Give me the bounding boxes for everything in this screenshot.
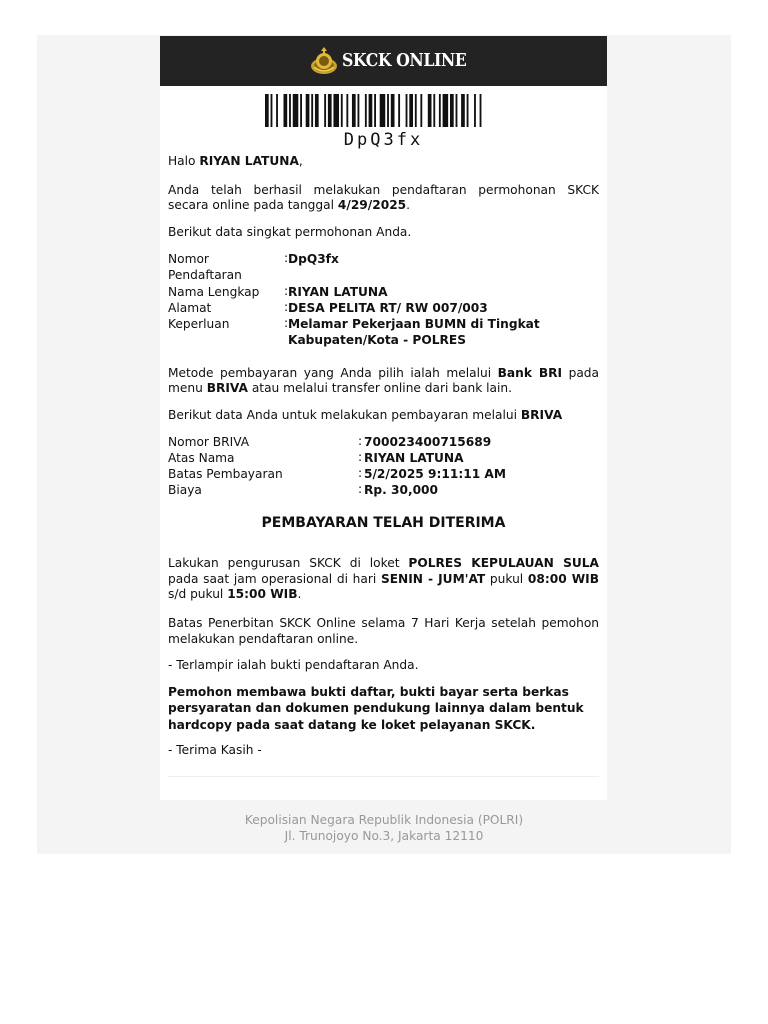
instructions-line-3 — [168, 587, 301, 601]
keperluan-value-line-1: Melamar Pekerjaan BUMN di Tingkat — [288, 317, 540, 331]
instructions-text: pada saat jam operasional di hari — [168, 572, 381, 586]
colon: : — [284, 300, 289, 314]
payment-method-line-2 — [168, 381, 512, 395]
nomor-label-line-1: Nomor — [168, 252, 209, 266]
bring-note — [168, 684, 599, 733]
greeting-suffix: , — [298, 154, 303, 168]
nama-label: Nama Lengkap — [168, 285, 260, 299]
payment-method-text: Metode pembayaran yang Anda pilih ialah melalui — [168, 366, 498, 380]
loket-name: POLRES KEPULAUAN SULA — [408, 556, 599, 570]
summary-intro: Berikut data singkat permohonan Anda. — [168, 225, 412, 239]
intro-date-suffix: . — [406, 198, 411, 212]
instructions-text: s/d pukul — [168, 587, 228, 601]
instructions-text: . — [297, 587, 302, 601]
intro-line-1: Anda telah berhasil melakukan pendaftaran permohonan SKCK — [168, 183, 599, 197]
attachment-note: - Terlampir ialah bukti pendaftaran Anda. — [168, 658, 419, 672]
police-emblem-icon — [308, 45, 340, 77]
colon: : — [284, 284, 289, 298]
operational-days: SENIN - JUM'AT — [380, 572, 486, 586]
opening-time: 08:00 WIB — [527, 572, 599, 586]
email-card — [160, 36, 607, 800]
payment-bank: Bank BRI — [497, 366, 563, 380]
payment-method-text: pada — [562, 366, 599, 380]
atas-nama-value: RIYAN LATUNA — [364, 451, 464, 465]
nomor-pendaftaran-value: DpQ3fx — [288, 252, 339, 266]
barcode-code: DpQ3fx — [343, 130, 424, 150]
batas-pembayaran-value: 5/2/2025 9:11:11 AM — [364, 467, 506, 481]
colon: : — [358, 466, 363, 480]
footer-organization: Kepolisian Negara Republik Indonesia (POLRI) — [244, 813, 524, 827]
instructions-line-2 — [168, 571, 599, 587]
bring-note-line-2: persyaratan dan dokumen pendukung lainnya dalam bentuk — [168, 701, 584, 716]
barcode-image — [265, 94, 502, 127]
colon: : — [358, 434, 363, 448]
nama-value: RIYAN LATUNA — [288, 285, 388, 299]
deadline-note: Batas Penerbitan SKCK Online selama 7 Hari Kerja setelah pemohon melakukan pendaftaran online. — [168, 616, 599, 647]
briva-intro-bold: BRIVA — [520, 408, 563, 422]
closing-time: 15:00 WIB — [227, 587, 298, 601]
intro-line-2 — [168, 198, 410, 212]
colon: : — [284, 316, 289, 330]
intro-date-prefix: secara online pada tanggal — [168, 198, 338, 212]
greeting-prefix: Halo — [168, 154, 200, 168]
status-title: PEMBAYARAN TELAH DITERIMA — [261, 515, 506, 531]
payment-briva: BRIVA — [206, 381, 248, 395]
colon: : — [358, 482, 363, 496]
payment-method-text: atau melalui transfer online dari bank lain. — [247, 381, 512, 395]
bring-note-line-3: hardcopy pada saat datang ke loket pelayanan SKCK. — [168, 717, 536, 732]
colon: : — [284, 251, 289, 265]
instructions-text: Lakukan pengurusan SKCK di loket — [168, 556, 409, 570]
alamat-value: DESA PELITA RT/ RW 007/003 — [288, 301, 488, 315]
registration-date: 4/29/2025 — [337, 198, 407, 212]
briva-intro-text: Berikut data Anda untuk melakukan pembayaran melalui — [168, 408, 521, 422]
instructions-text: pukul — [485, 572, 528, 586]
thanks-text: - Terima Kasih - — [168, 743, 262, 757]
briva-nomor-value: 700023400715689 — [364, 435, 492, 449]
footer-address: Jl. Trunojoyo No.3, Jakarta 12110 — [284, 829, 484, 843]
nomor-label-line-2: Pendaftaran — [168, 268, 242, 283]
biaya-value: Rp. 30,000 — [364, 483, 439, 497]
greeting — [168, 154, 303, 168]
batas-pembayaran-label: Batas Pembayaran — [168, 467, 283, 481]
nomor-label — [168, 251, 278, 284]
keperluan-value-line-2: Kabupaten/Kota - POLRES — [288, 333, 466, 347]
alamat-label: Alamat — [168, 301, 212, 315]
header-bar — [160, 36, 607, 86]
briva-intro — [168, 408, 562, 422]
keperluan-label: Keperluan — [168, 317, 230, 331]
divider — [168, 776, 599, 777]
atas-nama-label: Atas Nama — [168, 451, 235, 465]
bring-note-line-1: Pemohon membawa bukti daftar, bukti bayar serta berkas — [168, 685, 569, 699]
colon: : — [358, 450, 363, 464]
briva-nomor-label: Nomor BRIVA — [168, 435, 250, 449]
logo-text: SKCK ONLINE — [342, 51, 467, 71]
biaya-label: Biaya — [168, 483, 202, 497]
greeting-name: RIYAN LATUNA — [199, 154, 299, 168]
logo — [308, 44, 480, 78]
instructions-line-1 — [168, 555, 599, 571]
payment-method-text: menu — [168, 381, 207, 395]
payment-method-line-1 — [168, 365, 599, 381]
